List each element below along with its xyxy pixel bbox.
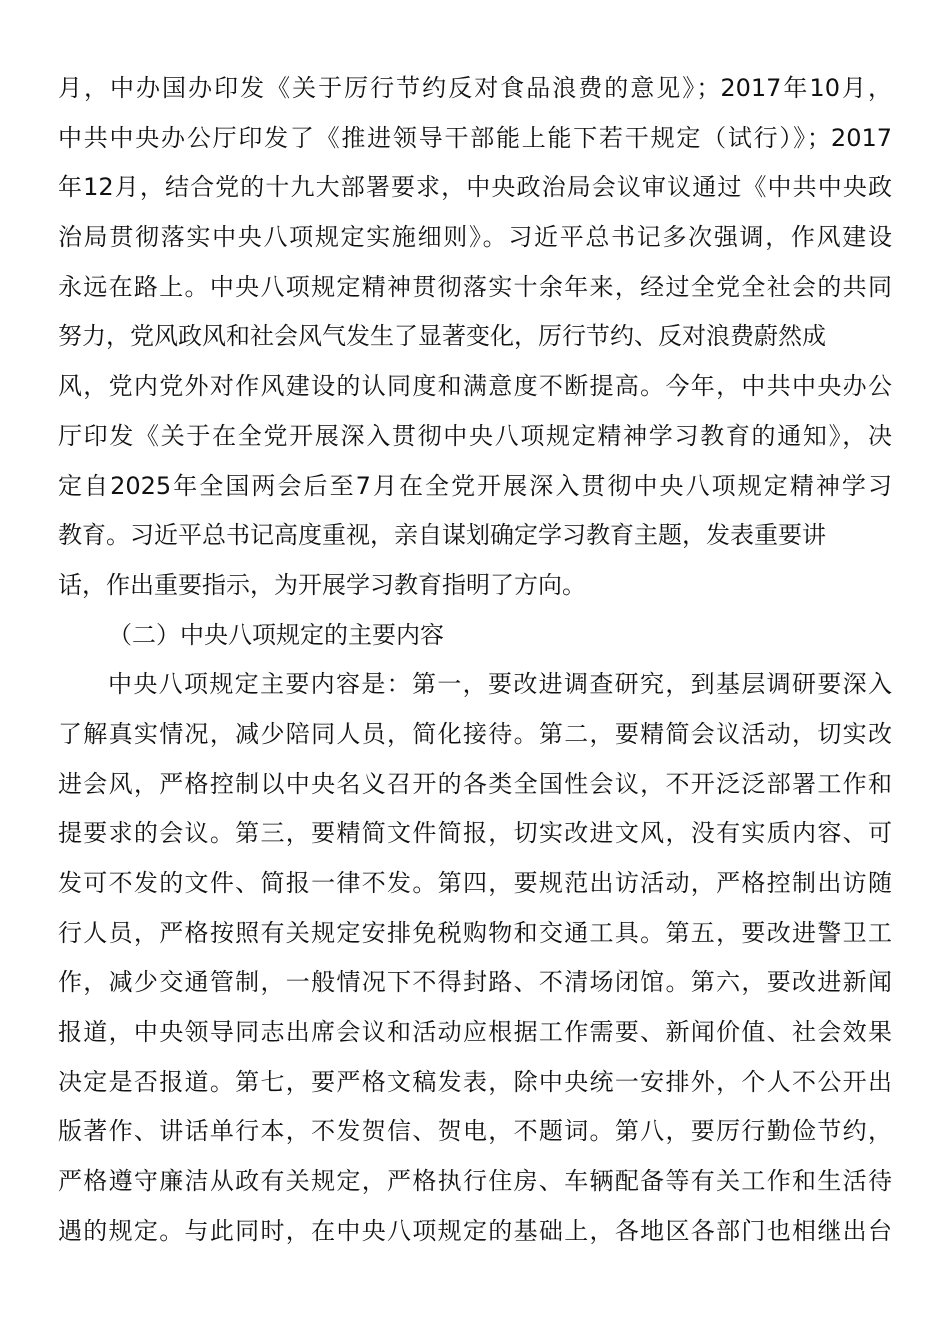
- text-line: 定自2025年全国两会后至7月在全党开展深入贯彻中央八项规定精神学习: [58, 471, 892, 500]
- text-line: 厅印发《关于在全党开展深入贯彻中央八项规定精神学习教育的通知》，决: [58, 421, 892, 450]
- text-line: 月，中办国办印发《关于厉行节约反对食品浪费的意见》；2017年10月，: [58, 74, 892, 102]
- text-line: 报道，中央领导同志出席会议和活动应根据工作需要、新闻价值、社会效果: [58, 1018, 892, 1047]
- section-heading: （二）中央八项规定的主要内容: [108, 620, 444, 649]
- text-line: 进会风，严格控制以中央名义召开的各类全国性会议，不开泛泛部署工作和: [58, 769, 892, 798]
- text-line: 风，党内党外对作风建设的认同度和满意度不断提高。今年，中共中央办公: [58, 372, 892, 401]
- text-line: 了解真实情况，减少陪同人员，简化接待。第二，要精简会议活动，切实改: [58, 719, 892, 748]
- text-line: 决定是否报道。第七，要严格文稿发表，除中央统一安排外，个人不公开出: [58, 1067, 892, 1096]
- text-line: 中共中央办公厅印发了《推进领导干部能上能下若干规定（试行）》；2017: [58, 123, 892, 152]
- text-line: 发可不发的文件、简报一律不发。第四，要规范出访活动，严格控制出访随: [58, 869, 892, 897]
- text-line: 版著作、讲话单行本，不发贺信、贺电，不题词。第八，要厉行勤俭节约，: [58, 1117, 892, 1146]
- paragraph-background-history: [58, 64, 892, 611]
- text-line: 话，作出重要指示，为开展学习教育指明了方向。: [58, 570, 586, 599]
- document-body: [58, 64, 892, 1257]
- text-line: 提要求的会议。第三，要精简文件简报，切实改进文风，没有实质内容、可: [58, 819, 892, 848]
- text-line: 努力，党风政风和社会风气发生了显著变化，厉行节约、反对浪费蔚然成: [58, 322, 826, 351]
- text-line: 严格遵守廉洁从政有关规定，严格执行住房、车辆配备等有关工作和生活待: [58, 1167, 892, 1196]
- text-line: 年12月，结合党的十九大部署要求，中央政治局会议审议通过《中共中央政: [58, 173, 892, 202]
- text-line: 中央八项规定主要内容是：第一，要改进调查研究，到基层调研要深入: [108, 670, 892, 699]
- text-line: 教育。习近平总书记高度重视，亲自谋划确定学习教育主题，发表重要讲: [58, 521, 826, 550]
- text-line: 作，减少交通管制，一般情况下不得封路、不清场闭馆。第六，要改进新闻: [58, 968, 892, 997]
- paragraph-main-content: [58, 660, 892, 1256]
- text-line: 行人员，严格按照有关规定安排免税购物和交通工具。第五，要改进警卫工: [58, 918, 892, 947]
- text-line: 治局贯彻落实中央八项规定实施细则》。习近平总书记多次强调，作风建设: [58, 223, 892, 252]
- text-line: 永远在路上。中央八项规定精神贯彻落实十余年来，经过全党全社会的共同: [58, 272, 892, 301]
- text-line: 遇的规定。与此同时，在中央八项规定的基础上，各地区各部门也相继出台: [58, 1216, 892, 1245]
